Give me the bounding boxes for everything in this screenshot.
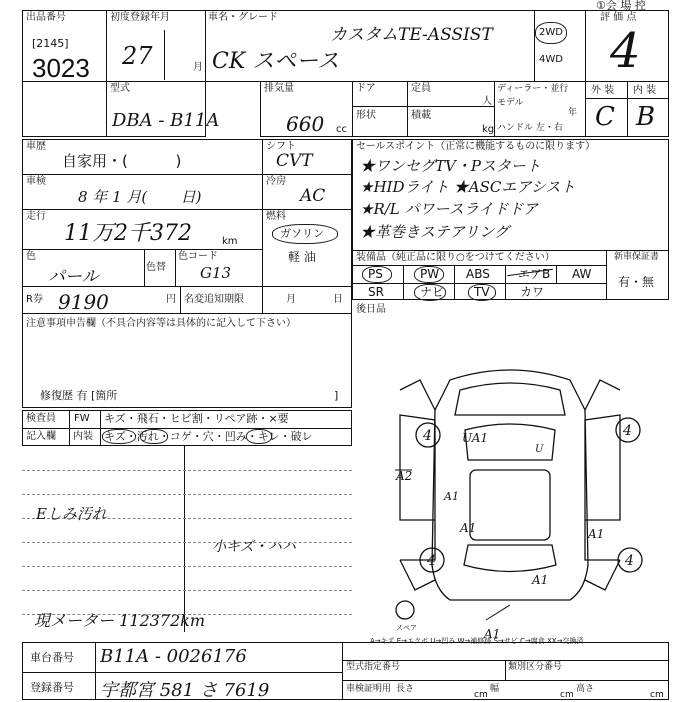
dent-mark-roof: U (535, 444, 544, 455)
mileage-label: 走行 (26, 211, 46, 222)
wheel-score-fl: 4 (423, 428, 432, 444)
inspector-label-1: 検査員 (26, 413, 56, 424)
type-label: 型式 (110, 83, 130, 94)
plate-label: 登録番号 (30, 681, 74, 694)
shift-value: CVT (276, 151, 313, 171)
repair-end: ] (334, 389, 339, 402)
scratch-mark-left-front: A2 (396, 469, 413, 483)
shift-label: シフト (266, 141, 296, 152)
equip-navi-circle (414, 284, 446, 301)
equipment-title: 装備品（純正品に限り○をつけてください） (356, 252, 555, 263)
notes-title: 注意事項申告欄（不具合内容等は具体的に記入して下さい） (26, 318, 296, 329)
inspector-line-1: キズ・飛石・ヒビ割・リペア跡・×要 (104, 412, 289, 425)
fuel-diesel: 軽 油 (288, 250, 316, 264)
ext-label: 外 装 (591, 85, 615, 96)
height-unit: cm (650, 690, 664, 700)
selling-points-title: セールスポイント（正常に機能するものに限ります） (356, 141, 596, 152)
length-unit: cm (474, 690, 488, 700)
door-label: ドア (356, 83, 376, 94)
reg-month-unit: 月 (193, 62, 203, 73)
inspector-interior: 内装 (73, 431, 93, 442)
color-code-value: G13 (200, 264, 232, 282)
cert-label: 車検証明用 (346, 684, 392, 694)
width-unit: cm (560, 690, 574, 700)
equip-ps: PS (368, 267, 383, 281)
name-change-label: 名変追知期限 (184, 294, 244, 305)
scratch-mark-rear: A1 (532, 573, 549, 587)
equip-navi: ナビ (420, 285, 445, 299)
model-year-label: モデル (497, 98, 524, 108)
chassis-value: B11A - 0026176 (100, 646, 247, 667)
reg-label: 初度登録年月 (110, 12, 170, 23)
eval-label: 評 価 点 (600, 12, 637, 23)
equip-pw-circle (414, 266, 444, 283)
warranty-value: 有・無 (618, 275, 655, 289)
disp-label: 排気量 (264, 83, 294, 94)
inspector-note-1: Eしみ汚れ (36, 505, 107, 523)
selling-point-1: ★ワンセグTV・Pスタート (360, 157, 541, 175)
equip-ps-circle (362, 266, 392, 283)
spare-label: スペア (396, 624, 417, 632)
lot-sub: [2145] (32, 37, 69, 50)
repair-label: 修復歴 有 [箇所 (40, 389, 118, 402)
inspector-line-2: キズ・汚れ・コゲ・穴・凹み・キレ・破レ (104, 430, 313, 443)
disp-value: 660 (286, 112, 325, 136)
shape-label: 形状 (356, 110, 376, 121)
person-unit: 人 (482, 96, 492, 107)
model-name: CK スペース (212, 49, 340, 74)
equip-airbag: エアB (518, 267, 551, 281)
year-unit: 年 (568, 108, 578, 118)
int-grade: B (636, 102, 656, 132)
lot-number: 3023 (32, 53, 90, 83)
interior-stain-circle (140, 429, 168, 444)
scratch-mark-right-door: A1 (588, 527, 605, 541)
ac-value: AC (300, 186, 326, 206)
venue-label: ①会 場 控 (596, 0, 646, 12)
spare-tire (396, 601, 414, 619)
inspector-fw: FW (74, 413, 90, 424)
fuel-label: 燃料 (266, 211, 286, 222)
inspection-label: 車検 (26, 176, 46, 187)
drive-4wd: 4WD (539, 54, 563, 65)
selling-point-4: ★革巻きステアリング (360, 223, 509, 241)
equip-abs: ABS (466, 267, 490, 281)
equip-aw: AW (572, 267, 592, 281)
wheel-score-fr: 4 (623, 423, 632, 439)
equip-leather: カワ (520, 285, 545, 299)
reg-year: 27 (122, 42, 153, 70)
color-label: 色 (26, 251, 36, 262)
damage-legend: A→キズ E→エクボ U→凹み W→補修跡 S→サビ C→腐食 XX→交換済 (370, 637, 584, 645)
load-label: 積載 (411, 110, 431, 121)
plate-value: 宇都宮 581 さ 7619 (100, 680, 270, 701)
length-label: 長さ (396, 684, 415, 694)
color-value: パール (48, 267, 99, 287)
width-label: 幅 (490, 684, 500, 694)
inspector-label-2: 記入欄 (26, 431, 56, 442)
cap-label: 定員 (411, 83, 431, 94)
height-label: 高さ (576, 684, 595, 694)
history-label: 車歴 (26, 141, 46, 152)
color-no-label: 色替 (146, 262, 166, 273)
equip-sr: SR (368, 285, 384, 299)
handle-label: ハンドル 左・右 (497, 123, 563, 133)
grade: カスタムTE-ASSIST (330, 25, 493, 45)
fuel-gas: ガソリン (280, 227, 324, 240)
rear-window (464, 545, 556, 572)
car-diagram (360, 320, 690, 640)
dealer-label: ディーラー・並行 (497, 84, 569, 94)
interior-dent-circle (246, 429, 272, 444)
interior-scratch-circle (102, 429, 136, 444)
name-change-month: 月 (286, 294, 296, 305)
equip-tv: TV (474, 285, 490, 299)
score: 4 (610, 23, 641, 79)
int-label: 内 装 (633, 85, 657, 96)
roof (470, 470, 550, 540)
history-value: 自家用・( ) (62, 152, 182, 170)
class-label: 類別区分番号 (508, 662, 563, 672)
drive-2wd: 2WD (539, 27, 563, 38)
dent-mark-hood: UA1 (462, 431, 489, 445)
inspector-note-3: 現メーター 112372km (34, 611, 206, 630)
disp-unit: cc (336, 124, 347, 135)
warranty-label: 新車保証書 (614, 252, 660, 262)
mileage-value: 11万2千372 (64, 221, 192, 246)
recycle-label: R券 (26, 294, 43, 305)
selling-point-3: ★R/L パワースライドドア (360, 200, 538, 218)
rear-items-label: 後日品 (356, 304, 386, 315)
scratch-mark-bumper: A1 (484, 627, 501, 640)
name-change-day: 日 (333, 294, 343, 305)
equip-pw: PW (420, 267, 440, 281)
selling-point-2: ★HIDライト ★ASCエアシスト (360, 178, 576, 196)
equip-tv-circle (468, 284, 496, 301)
inspector-note-2: 小キズ・ハハ (212, 539, 296, 555)
car-body-outline (432, 370, 588, 600)
ac-label: 冷房 (266, 176, 286, 187)
model-cert-label: 型式指定番号 (346, 662, 401, 672)
front-hood (455, 383, 565, 415)
scratch-mark-left-door: A1 (460, 521, 477, 535)
color-code-label: 色コード (178, 251, 218, 262)
kg-unit: kg (482, 124, 495, 135)
wheel-score-rr: 4 (625, 553, 634, 569)
type-value: DBA - B11A (112, 110, 220, 131)
mileage-unit: km (222, 236, 238, 247)
ext-grade: C (595, 102, 615, 132)
scratch-mark-left-sill: A1 (444, 490, 459, 503)
lot-label: 出品番号 (26, 12, 66, 23)
chassis-label: 車台番号 (30, 651, 74, 664)
inspection-value: 8 年 1 月( 日) (78, 188, 202, 206)
wheel-score-rl: 4 (427, 553, 436, 569)
name-label: 車名・グレード (208, 12, 278, 23)
recycle-unit: 円 (166, 294, 176, 305)
recycle-value: 9190 (58, 290, 109, 314)
